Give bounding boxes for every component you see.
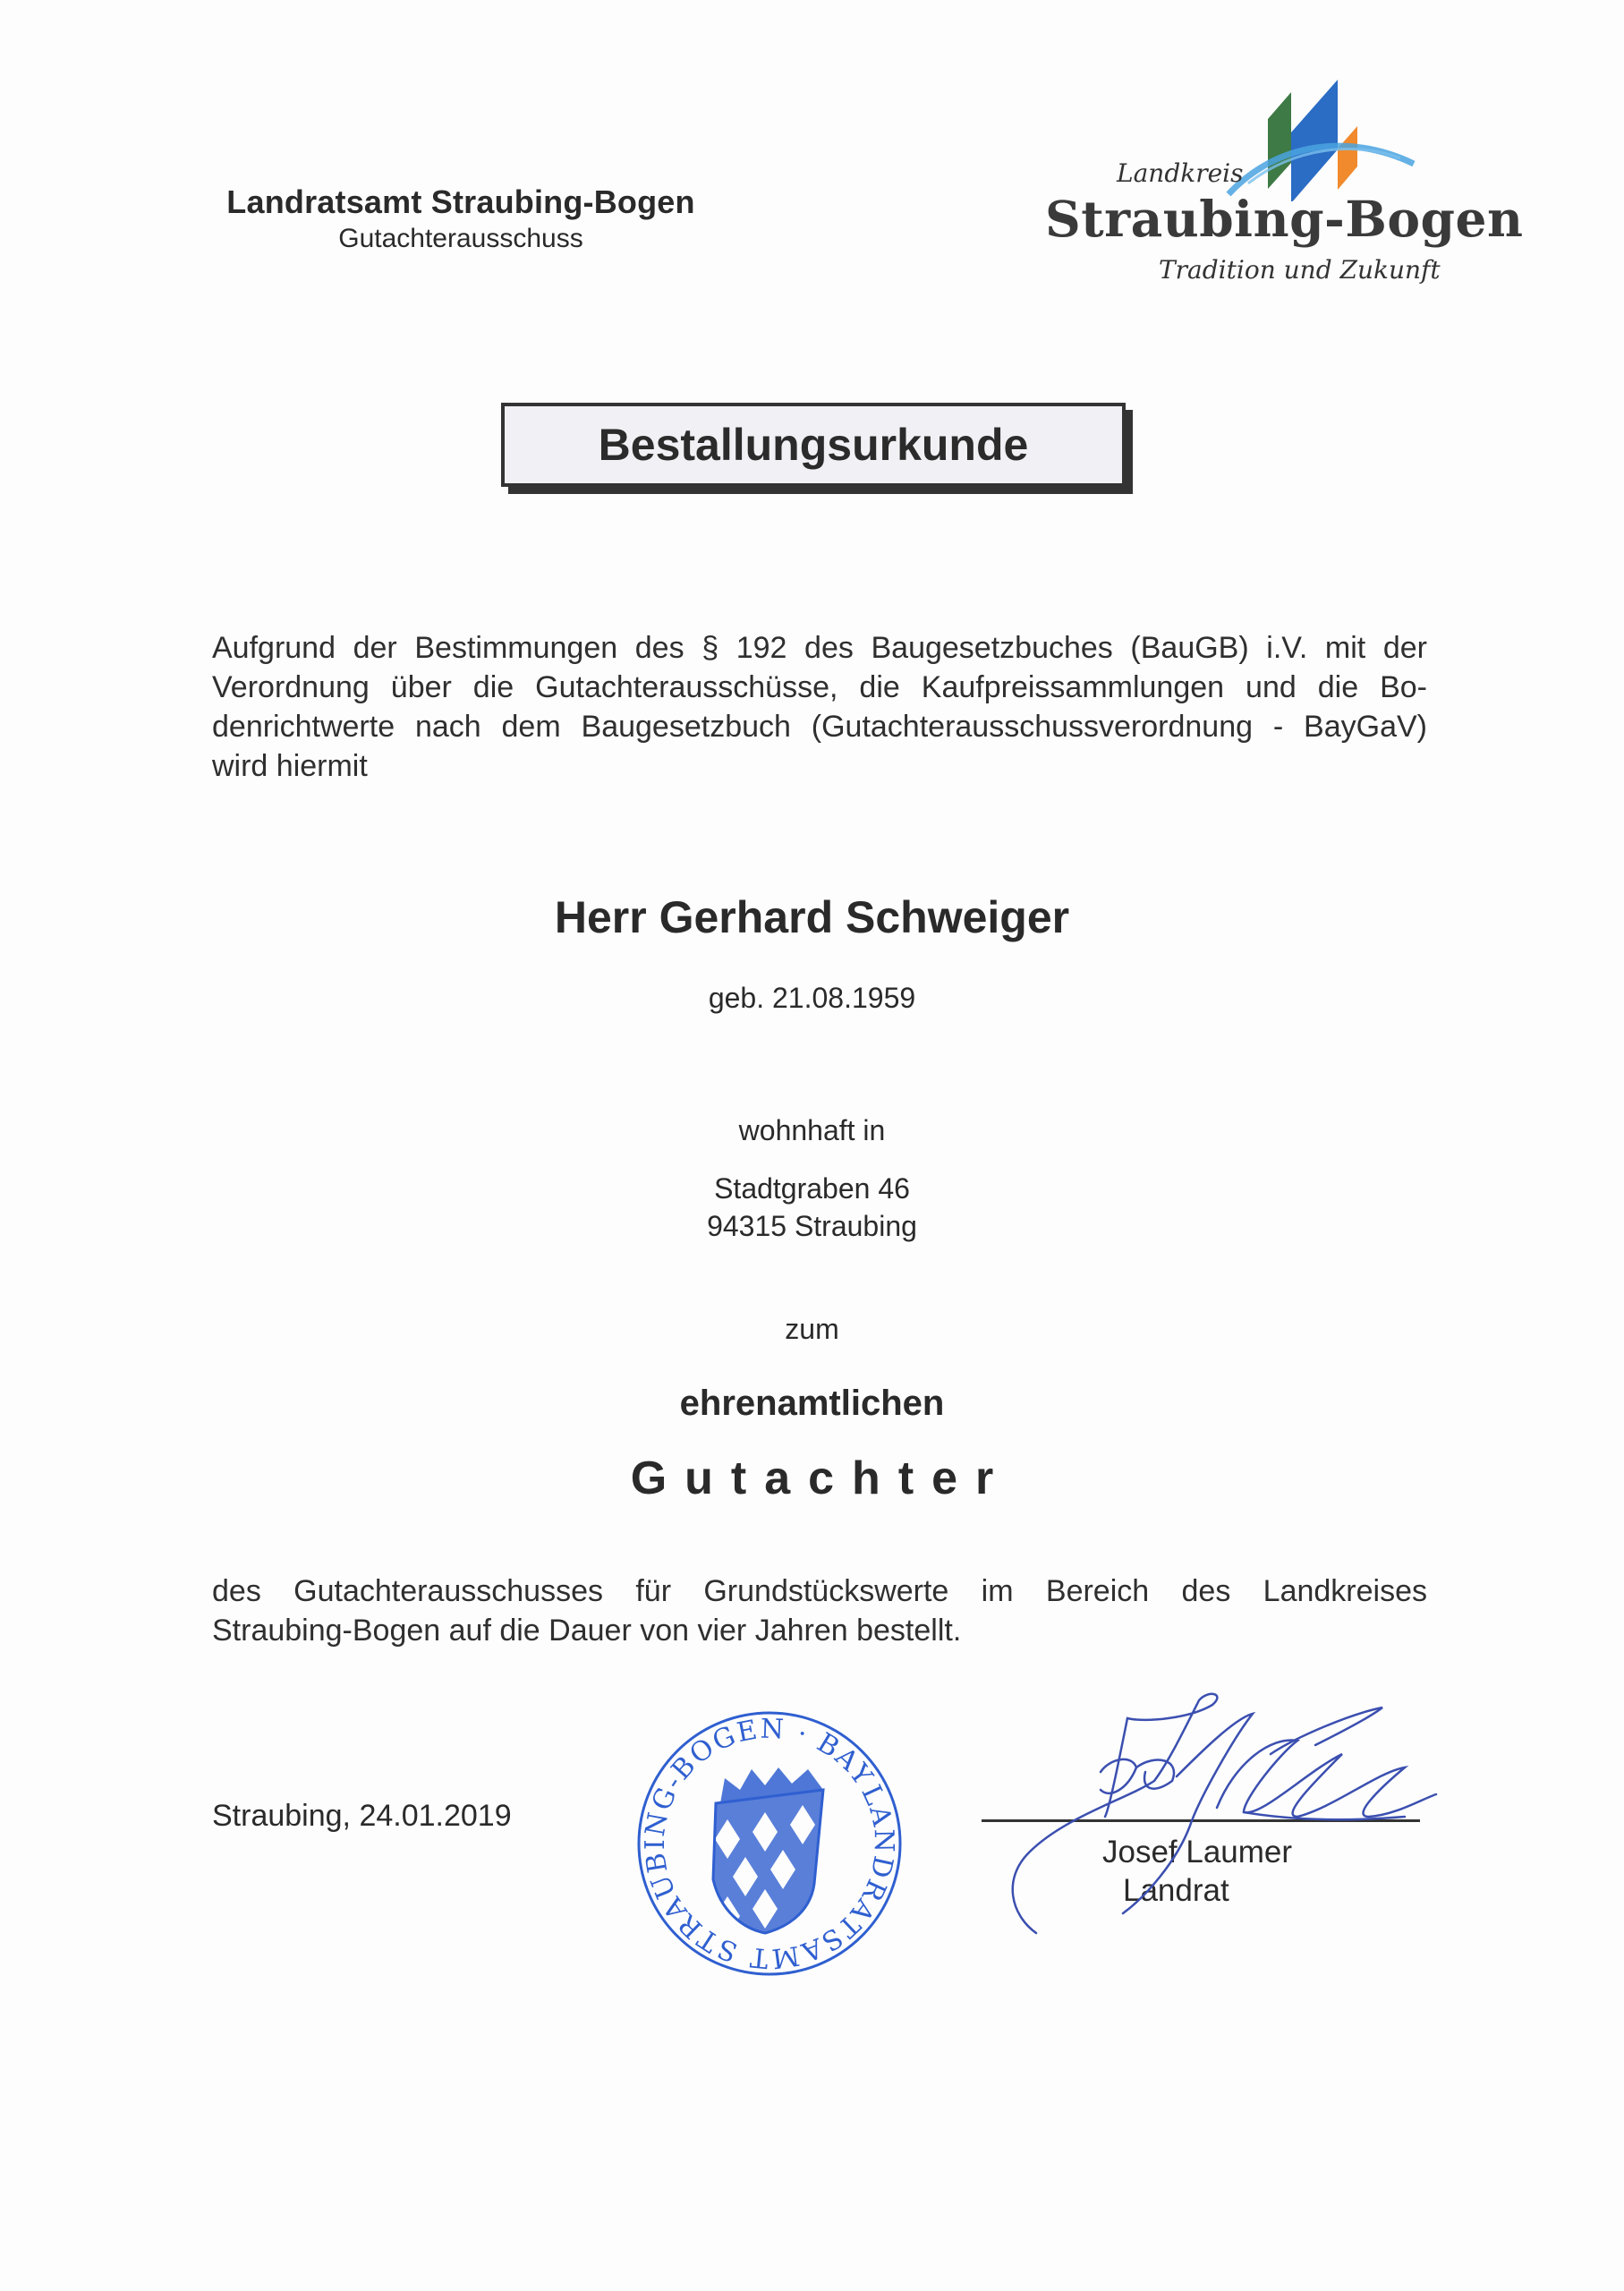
address-street: Stadtgraben 46 bbox=[714, 1172, 910, 1205]
logo-slogan: Tradition und Zukunft bbox=[1159, 255, 1441, 285]
logo-blue-panel bbox=[1291, 80, 1338, 201]
address-city: 94315 Straubing bbox=[707, 1210, 917, 1242]
signatory-title: Landrat bbox=[1123, 1873, 1229, 1908]
logo-name: Straubing-Bogen bbox=[1045, 190, 1524, 248]
logo-green-panel bbox=[1268, 92, 1291, 189]
recipient-birth-date: geb. 21.08.1959 bbox=[708, 982, 916, 1014]
residence-label: wohnhaft in bbox=[738, 1114, 886, 1146]
intro-line: Verordnung über die Gutachterausschüsse, die Kaufpreissammlungen und die Bo- bbox=[212, 670, 1427, 704]
seal-inscription: LANDRATSAMT STRAUBING-BOGEN · BAYERN bbox=[639, 1713, 900, 1974]
recipient-name: Herr Gerhard Schweiger bbox=[554, 892, 1070, 942]
logo-prefix: Landkreis bbox=[1117, 158, 1244, 188]
document-title: Bestallungsurkunde bbox=[598, 420, 1029, 470]
intro-line: wird hiermit bbox=[212, 749, 368, 783]
closing-line: des Gutachterausschusses für Grundstückswerte im Bereich des Landkreises bbox=[212, 1574, 1427, 1608]
district-logo bbox=[1029, 49, 1524, 309]
honorary-label: ehrenamtlichen bbox=[679, 1384, 945, 1423]
document-title-box bbox=[501, 403, 1126, 487]
issuing-authority bbox=[174, 183, 747, 256]
intro-line: Aufgrund der Bestimmungen des § 192 des Baugesetzbuches (BauGB) i.V. mit der bbox=[212, 631, 1427, 665]
organization-name: Landratsamt Straubing-Bogen bbox=[226, 183, 695, 220]
logo-mark-icon bbox=[1212, 58, 1463, 201]
handwritten-signature bbox=[975, 1682, 1441, 1951]
intro-line: denrichtwerte nach dem Baugesetzbuch (Gutachterausschussverordnung - BayGaV) bbox=[212, 710, 1427, 744]
place-and-date: Straubing, 24.01.2019 bbox=[212, 1799, 512, 1833]
signatory-name: Josef Laumer bbox=[1102, 1835, 1293, 1869]
closing-paragraph bbox=[212, 1571, 1427, 1650]
closing-line: Straubing-Bogen auf die Dauer von vier Jahren bestellt. bbox=[212, 1614, 962, 1648]
appointed-role: Gutachter bbox=[630, 1452, 1012, 1504]
logo-orange-panel bbox=[1338, 126, 1357, 190]
intro-paragraph bbox=[212, 628, 1427, 786]
official-seal-stamp bbox=[631, 1705, 908, 1982]
connector-text: zum bbox=[785, 1313, 839, 1345]
department-name: Gutachterausschuss bbox=[338, 224, 583, 253]
signature-line bbox=[982, 1819, 1420, 1822]
